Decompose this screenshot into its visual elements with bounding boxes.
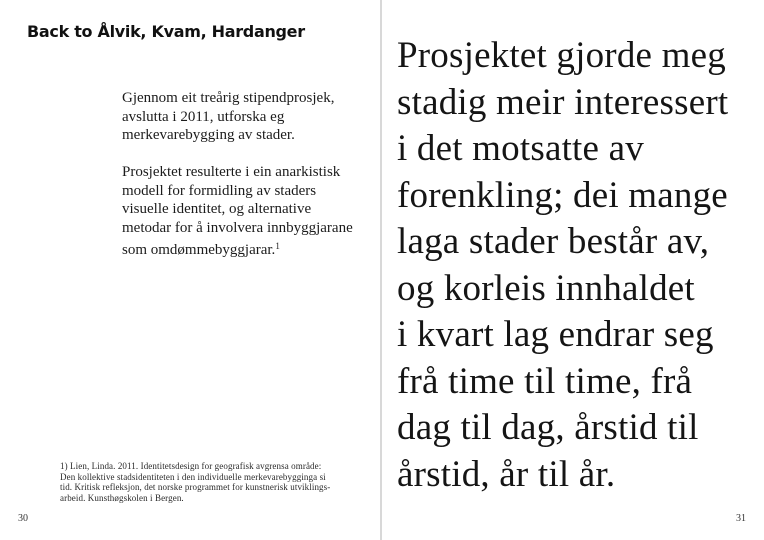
quote-line: laga stader består av,: [397, 221, 710, 262]
quote-line: i kvart lag endrar seg: [397, 314, 714, 355]
body-paragraph: [122, 163, 353, 260]
intro-line: Gjennom eit treårig stipendprosjek,: [122, 90, 335, 106]
display-quote: [397, 33, 728, 498]
quote-line: og korleis innhaldet: [397, 267, 695, 309]
quote-line: Prosjektet gjorde meg: [397, 35, 726, 76]
quote-line: forenkling; dei mange: [397, 174, 728, 216]
page-title: Back to Ålvik, Kvam, Hardanger: [27, 22, 305, 41]
quote-line: i det motsatte av: [397, 128, 644, 169]
body-line: visuelle identitet, og alternative: [122, 201, 312, 217]
footnote-reference: 1: [275, 241, 280, 251]
right-page: [382, 0, 764, 540]
body-line: [122, 237, 353, 260]
footnote-line: 1) Lien, Linda. 2011. Identitetsdesign for geografisk avgrensa område:: [60, 461, 322, 471]
body-line-text: som omdømmebyggjarar.: [122, 242, 276, 258]
body-line: metodar for å involvera innbyggjarane: [122, 219, 353, 236]
page-number-right: 31: [736, 513, 746, 524]
left-page: [0, 0, 380, 540]
intro-line: merkevarebygging av stader.: [122, 127, 295, 143]
quote-line: årstid, år til år.: [397, 453, 616, 495]
quote-line: stadig meir interessert: [397, 81, 729, 123]
intro-line: avslutta i 2011, utforska eg: [122, 108, 285, 125]
footnote-line: Den kollektive stadsidentiteten i den individuelle merkevarebygginga si: [60, 471, 326, 482]
quote-line: frå time til time, frå: [397, 360, 693, 402]
intro-paragraph: [122, 89, 334, 145]
footnote-line: arbeid. Kunsthøgskolen i Bergen.: [60, 492, 184, 503]
footnote: [60, 461, 330, 503]
footnote-line: tid. Kritisk refleksjon, det norske programmet for kunstnerisk utviklings-: [60, 482, 331, 492]
page-number-left: 30: [18, 513, 28, 524]
quote-line: dag til dag, årstid til: [397, 407, 699, 448]
body-line: modell for formidling av staders: [122, 182, 317, 199]
body-line: Prosjektet resulterte i ein anarkistisk: [122, 164, 341, 180]
